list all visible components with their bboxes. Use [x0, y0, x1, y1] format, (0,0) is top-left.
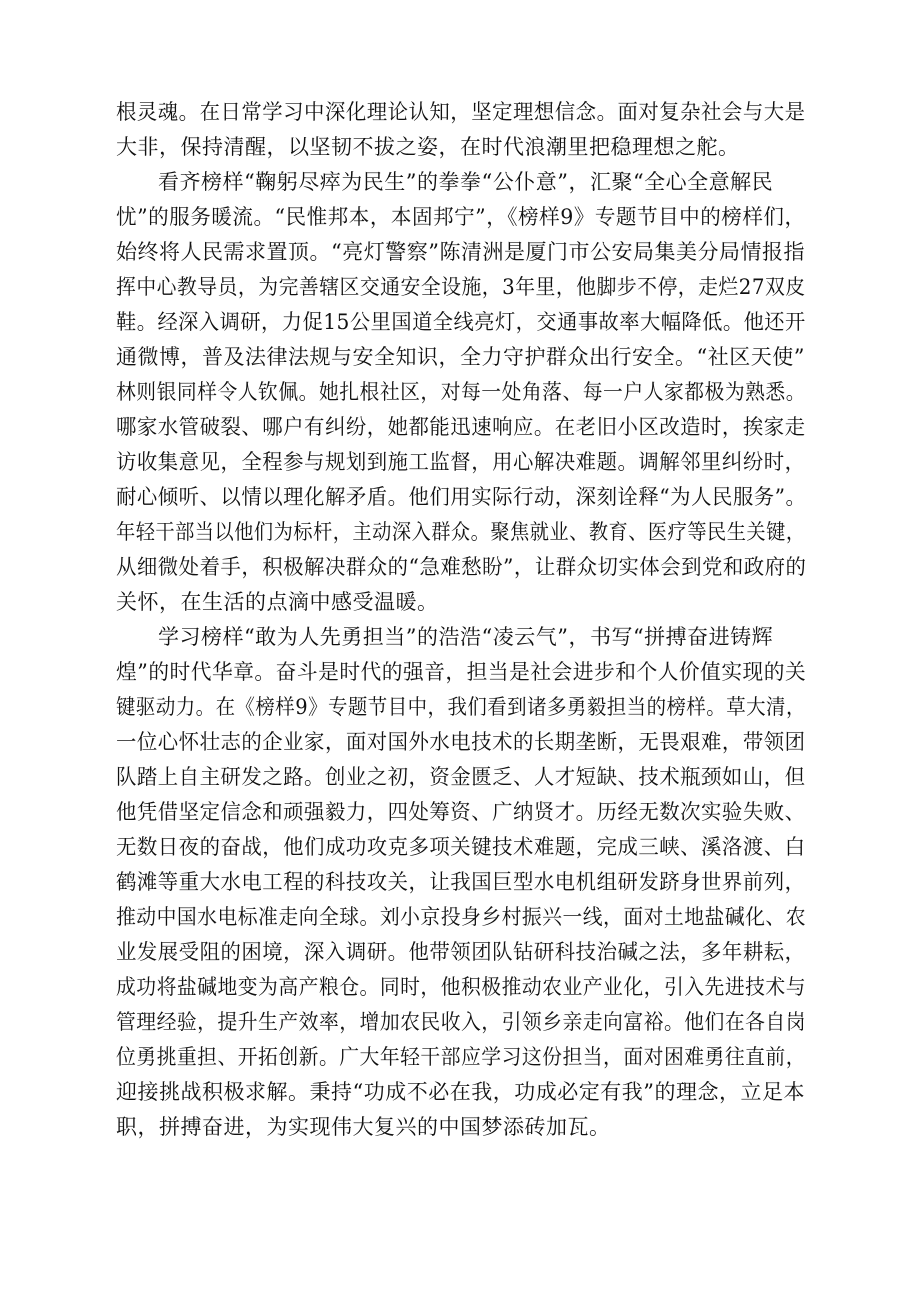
- text-line: 耐心倾听、以情以理化解矛盾。他们用实际行动，深刻诠释“为人民服务”。: [116, 485, 807, 509]
- text-line: 访收集意见，全程参与规划到施工监督，用心解决难题。调解邻里纠纷时，: [116, 450, 806, 474]
- text-line: 大非，保持清醒，以坚韧不拔之姿，在时代浪潮里把稳理想之舵。: [116, 135, 740, 159]
- text-line: 无数日夜的奋战，他们成功攻克多项关键技术难题，完成三峡、溪洛渡、白: [116, 835, 806, 859]
- paragraph-start: 看齐榜样“鞠躬尽瘁为民生”的拳拳“公仆意”，汇聚“全心全意解民: [158, 170, 774, 194]
- text-line: 迎接挑战积极求解。秉持“功成不必在我，功成必定有我”的理念，立足本: [116, 1080, 805, 1104]
- text-line: 忧”的服务暖流。“民惟邦本，本固邦宁”，《榜样9》专题节目中的榜样们，: [116, 205, 806, 229]
- text-line: 职，拼搏奋进，为实现伟大复兴的中国梦添砖加瓦。: [116, 1115, 611, 1139]
- text-line: 管理经验，提升生产效率，增加农民收入，引领乡亲走向富裕。他们在各自岗: [116, 1010, 806, 1034]
- text-line: 挥中心教导员，为完善辖区交通安全设施，3年里，他脚步不停，走烂27双皮: [116, 275, 806, 299]
- text-line: 推动中国水电标准走向全球。刘小京投身乡村振兴一线，面对土地盐碱化、农: [116, 905, 806, 929]
- text-line: 他凭借坚定信念和顽强毅力，四处筹资、广纳贤才。历经无数次实验失败、: [116, 800, 806, 824]
- text-line: 位勇挑重担、开拓创新。广大年轻干部应学习这份担当，面对困难勇往直前，: [116, 1045, 806, 1069]
- text-line: 关怀，在生活的点滴中感受温暖。: [116, 590, 439, 614]
- text-line: 键驱动力。在《榜样9》专题节目中，我们看到诸多勇毅担当的榜样。草大清，: [116, 695, 806, 719]
- text-line: 通微博，普及法律法规与安全知识，全力守护群众出行安全。“社区天使”: [116, 345, 805, 369]
- text-line: 林则银同样令人钦佩。她扎根社区，对每一处角落、每一户人家都极为熟悉。: [116, 380, 806, 404]
- text-line: 根灵魂。在日常学习中深化理论认知，坚定理想信念。面对复杂社会与大是: [116, 100, 806, 124]
- text-line: 成功将盐碱地变为高产粮仓。同时，他积极推动农业产业化，引入先进技术与: [116, 975, 806, 999]
- text-line: 鹤滩等重大水电工程的科技攻关，让我国巨型水电机组研发跻身世界前列，: [116, 870, 806, 894]
- paragraph-start: 学习榜样“敢为人先勇担当”的浩浩“凌云气”，书写“拼搏奋进铸辉: [158, 625, 774, 649]
- text-line: 队踏上自主研发之路。创业之初，资金匮乏、人才短缺、技术瓶颈如山，但: [116, 765, 806, 789]
- text-line: 煌”的时代华章。奋斗是时代的强音，担当是社会进步和个人价值实现的关: [116, 660, 807, 684]
- text-line: 年轻干部当以他们为标杆，主动深入群众。聚焦就业、教育、医疗等民生关键，: [116, 520, 806, 544]
- text-line: 从细微处着手，积极解决群众的“急难愁盼”，让群众切实体会到党和政府的: [116, 555, 807, 579]
- text-line: 始终将人民需求置顶。“亮灯警察”陈清洲是厦门市公安局集美分局情报指: [116, 240, 805, 264]
- text-line: 鞋。经深入调研，力促15公里国道全线亮灯，交通事故率大幅降低。他还开: [116, 310, 806, 334]
- text-line: 业发展受阻的困境，深入调研。他带领团队钻研科技治碱之法，多年耕耘，: [116, 940, 806, 964]
- text-line: 一位心怀壮志的企业家，面对国外水电技术的长期垄断，无畏艰难，带领团: [116, 730, 806, 754]
- text-line: 哪家水管破裂、哪户有纠纷，她都能迅速响应。在老旧小区改造时，挨家走: [116, 415, 806, 439]
